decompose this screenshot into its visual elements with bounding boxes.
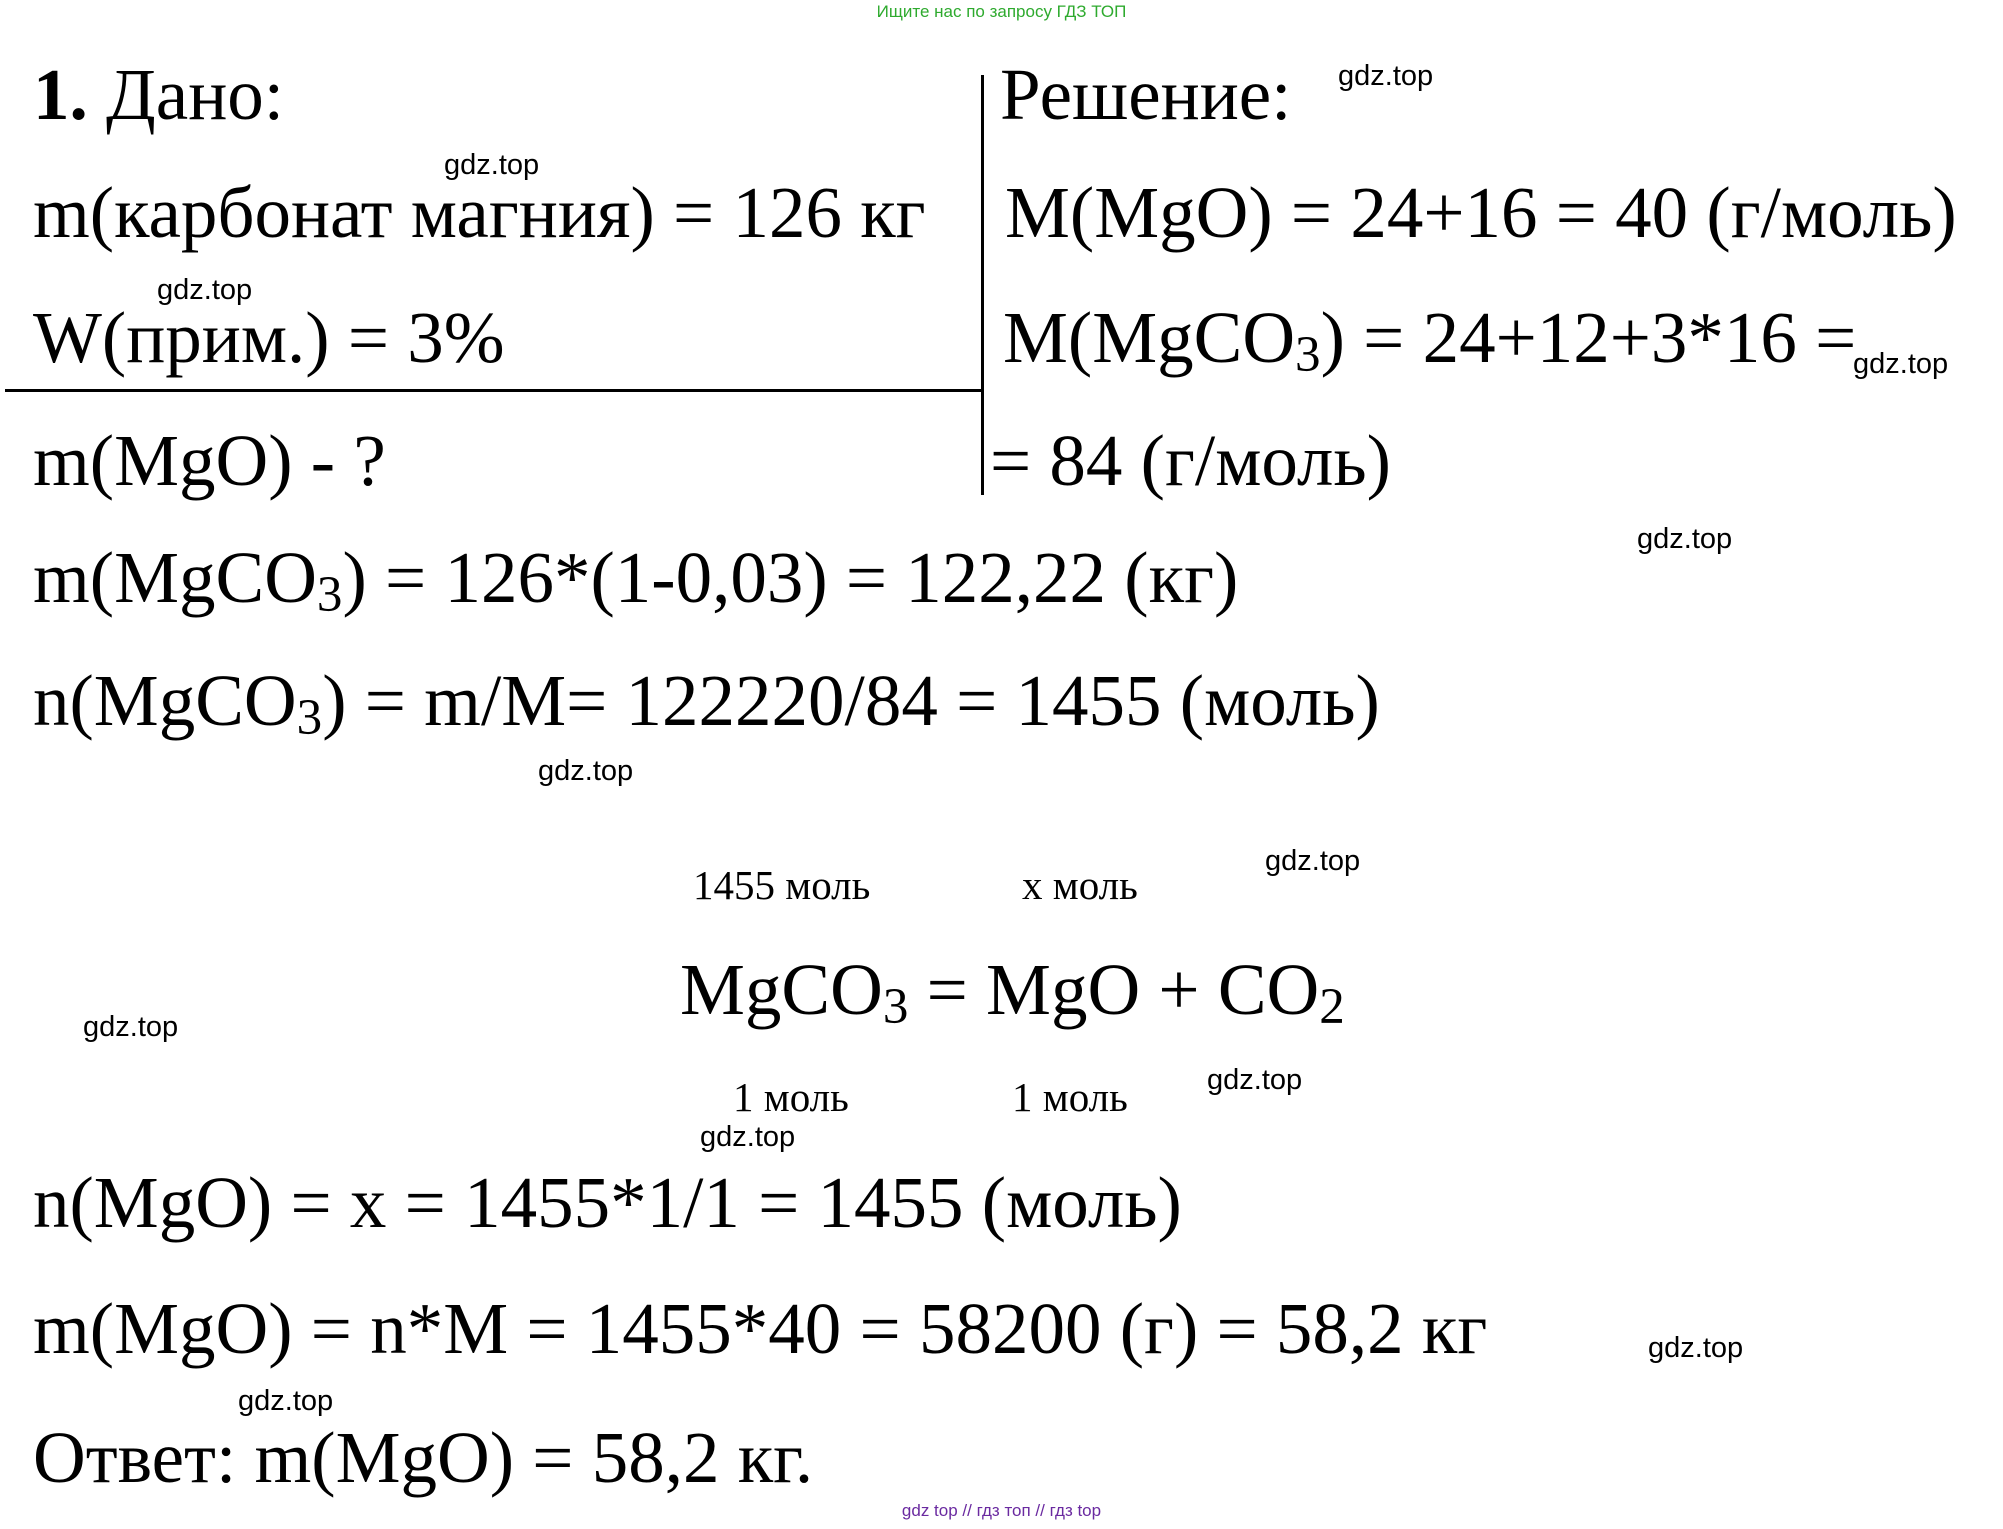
given-title — [33, 54, 285, 135]
answer-line: Ответ: m(MgO) = 58,2 кг. — [33, 1417, 814, 1498]
reaction-above-left: 1455 моль — [693, 862, 871, 908]
moles-mgco3-b: ) = m/M= 122220/84 = 1455 (моль) — [322, 660, 1380, 741]
molar-mass-mgco3-a: M(MgCO — [1003, 297, 1296, 378]
moles-mgo-line: n(MgO) = x = 1455*1/1 = 1455 (моль) — [33, 1162, 1182, 1243]
mass-mgco3-b: ) = 126*(1-0,03) = 122,22 (кг) — [342, 537, 1239, 618]
subscript-3: 3 — [1295, 326, 1321, 384]
watermark: gdz.top — [1265, 845, 1361, 877]
watermark: gdz.top — [1637, 523, 1733, 555]
reaction-below-right: 1 моль — [1012, 1074, 1128, 1120]
molar-mass-mgco3-b: ) = 24+12+3*16 = — [1320, 297, 1857, 378]
subscript-3: 3 — [316, 566, 343, 624]
horizontal-divider — [5, 389, 983, 392]
vertical-divider — [981, 75, 984, 495]
reaction-equation — [680, 949, 1345, 1036]
watermark: gdz.top — [238, 1385, 334, 1417]
top-banner: Ищите нас по запросу ГДЗ ТОП — [876, 2, 1127, 21]
watermark: gdz.top — [83, 1011, 179, 1043]
given-title-text: Дано: — [106, 54, 285, 135]
footer-links: gdz top // гдз топ // гдз top — [901, 1501, 1102, 1520]
molar-mass-mgco3-result: = 84 (г/моль) — [990, 420, 1391, 501]
moles-mgco3-a: n(MgCO — [33, 660, 297, 741]
reaction-below-left: 1 моль — [733, 1074, 849, 1120]
subscript-3: 3 — [882, 978, 909, 1036]
subscript-2: 2 — [1319, 978, 1345, 1036]
molar-mass-mgco3 — [1003, 297, 1857, 384]
watermark: gdz.top — [1207, 1064, 1303, 1096]
watermark: gdz.top — [1338, 60, 1434, 92]
subscript-3: 3 — [296, 689, 323, 747]
watermark: gdz.top — [1648, 1332, 1744, 1364]
find-line: m(MgO) - ? — [33, 420, 386, 501]
reactant: MgCO — [680, 949, 883, 1030]
watermark: gdz.top — [157, 274, 253, 306]
moles-mgco3-line — [33, 660, 1380, 747]
watermark: gdz.top — [538, 755, 634, 787]
watermark: gdz.top — [444, 149, 540, 181]
watermark: gdz.top — [1853, 348, 1949, 380]
reaction-above-right: х моль — [1022, 862, 1138, 908]
problem-number: 1. — [33, 54, 88, 135]
reaction-middle: = MgO + CO — [908, 949, 1320, 1030]
given-line-2: W(прим.) = 3% — [33, 297, 505, 378]
given-line-1: m(карбонат магния) = 126 кг — [33, 172, 926, 253]
mass-mgco3-a: m(MgCO — [33, 537, 317, 618]
mass-mgco3-line — [33, 537, 1239, 624]
molar-mass-mgo: M(MgO) = 24+16 = 40 (г/моль) — [1005, 172, 1957, 253]
solution-title: Решение: — [1000, 54, 1292, 135]
watermark: gdz.top — [700, 1121, 796, 1153]
mass-mgo-line: m(MgO) = n*M = 1455*40 = 58200 (г) = 58,2 кг — [33, 1288, 1488, 1369]
